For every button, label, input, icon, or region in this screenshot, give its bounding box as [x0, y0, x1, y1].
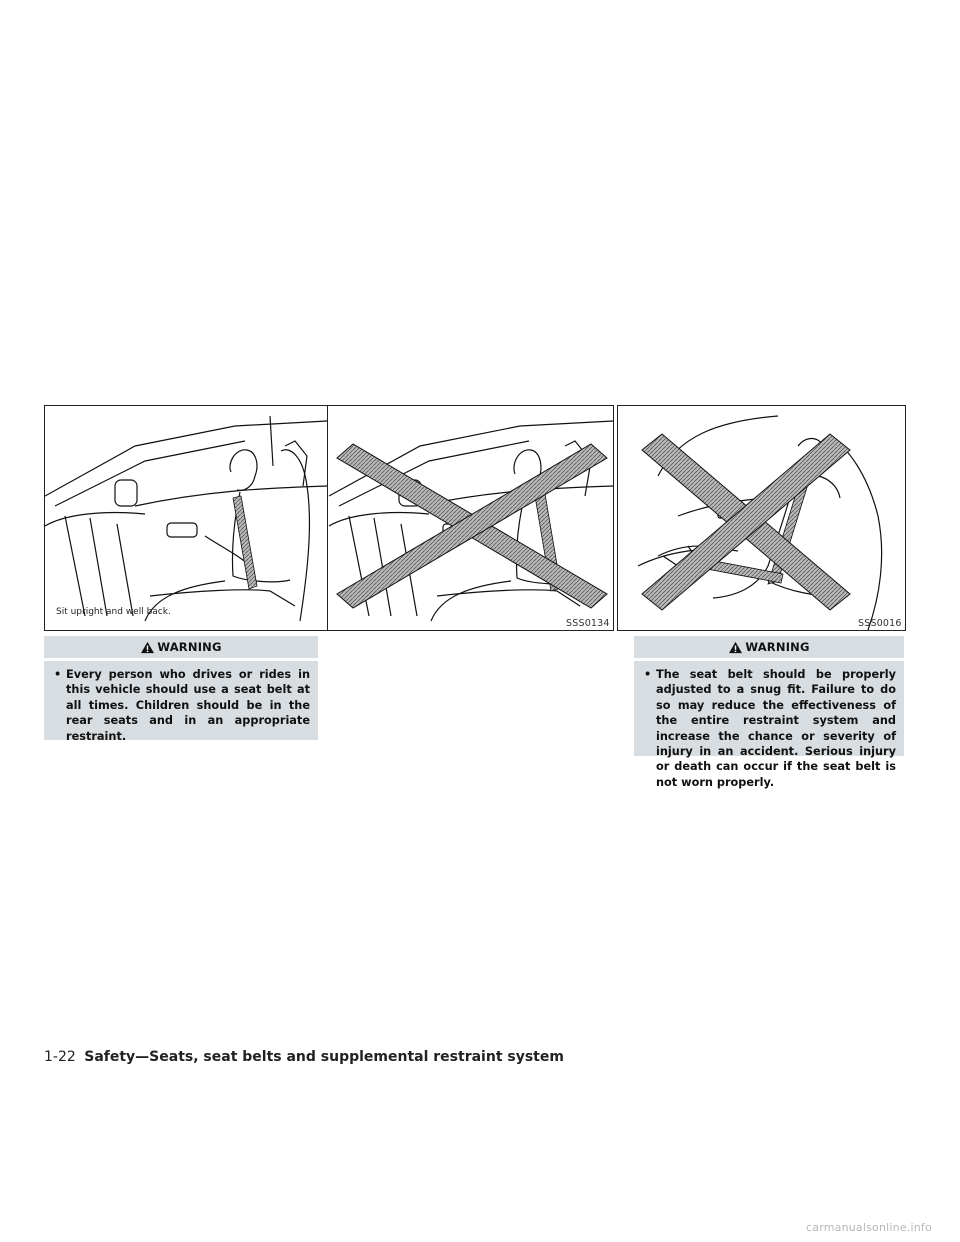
figure-caption: Sit upright and well back. [56, 607, 171, 617]
warning-triangle-icon [140, 641, 155, 654]
figure-code-right: SSS0016 [858, 618, 902, 629]
illustration-belt-fit [618, 406, 905, 630]
section-title: Safety—Seats, seat belts and supplemental restraint system [84, 1049, 564, 1065]
warning-item [44, 661, 318, 744]
warning-text: The seat belt should be properly adjusted to a snug fit. Failure to do so may reduce the effectiveness of the entire restraint system and increase the chance or severity of injury in an accident. Serious injury or death can occur if the seat belt is not worn properly. [656, 668, 896, 789]
warning-item [634, 661, 904, 790]
warning-box-seat-belt-fit [634, 636, 904, 789]
figure-divider [327, 406, 328, 630]
warning-title: WARNING [745, 640, 810, 654]
warning-box-seat-belt-use [44, 636, 318, 743]
bullet-icon: • [54, 668, 62, 681]
page-footer [44, 1049, 564, 1065]
warning-title: WARNING [157, 640, 222, 654]
figure-seating-positions [44, 405, 614, 631]
figure-belt-routing [617, 405, 906, 631]
figure-code-left: SSS0134 [566, 618, 610, 629]
warning-triangle-icon [728, 641, 743, 654]
bullet-icon: • [644, 668, 652, 681]
warning-header [44, 636, 318, 658]
warning-header [634, 636, 904, 658]
watermark: carmanualsonline.info [806, 1221, 932, 1234]
warning-text: Every person who drives or rides in this vehicle should use a seat belt at all times. Children should be in the rear seats and in an appropriate restraint. [66, 668, 310, 743]
illustration-seated-occupants [45, 406, 613, 630]
page-number: 1-22 [44, 1049, 76, 1065]
